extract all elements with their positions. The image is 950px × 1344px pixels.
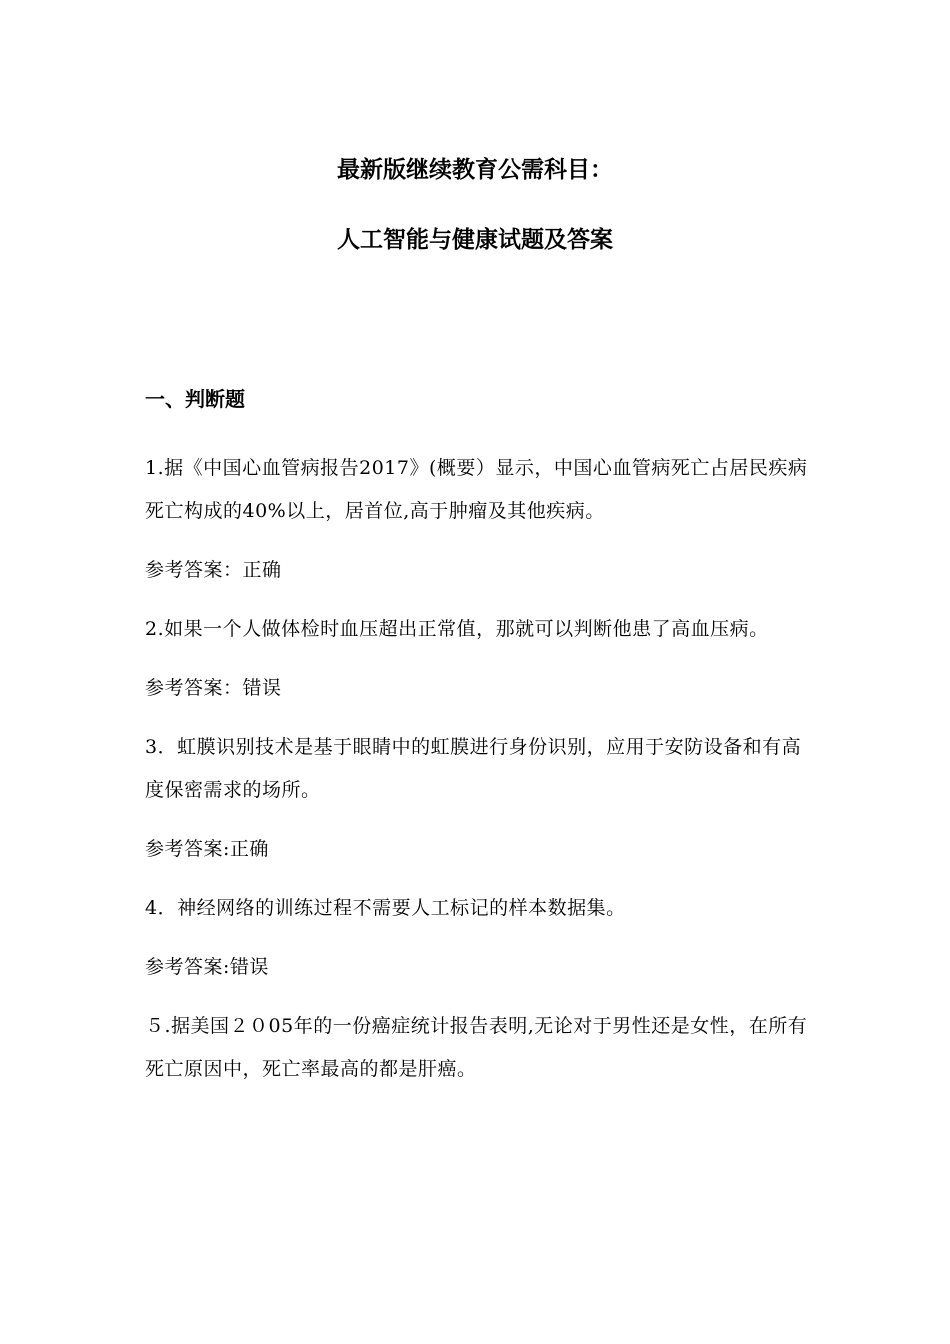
answer-3: 参考答案:正确 bbox=[145, 838, 269, 860]
section-heading-true-false: 一、判断题 bbox=[145, 387, 245, 411]
question-4: 4．神经网络的训练过程不需要人工标记的样本数据集。 bbox=[145, 897, 626, 919]
question-list bbox=[145, 447, 810, 1107]
question-1: 1.据《中国心血管病报告2017》(概要）显示，中国心血管病死亡占居民疾病死亡构成的40%以上，居首位,高于肿瘤及其他疾病。 bbox=[145, 457, 808, 522]
question-2: 2.如果一个人做体检时血压超出正常值，那就可以判断他患了高血压病。 bbox=[145, 618, 769, 640]
answer-1: 参考答案：正确 bbox=[145, 559, 282, 581]
document-title-line-2: 人工智能与健康试题及答案 bbox=[337, 227, 613, 253]
question-3: 3．虹膜识别技术是基于眼睛中的虹膜进行身份识别，应用于安防设备和有高度保密需求的场所。 bbox=[145, 736, 802, 801]
answer-4: 参考答案:错误 bbox=[145, 956, 269, 978]
question-5: ５.据美国２０05年的一份癌症统计报告表明,无论对于男性还是女性，在所有死亡原因中，死亡率最高的都是肝癌。 bbox=[145, 1015, 808, 1080]
answer-2: 参考答案：错误 bbox=[145, 677, 282, 699]
document-title-line-1: 最新版继续教育公需科目： bbox=[337, 157, 613, 183]
